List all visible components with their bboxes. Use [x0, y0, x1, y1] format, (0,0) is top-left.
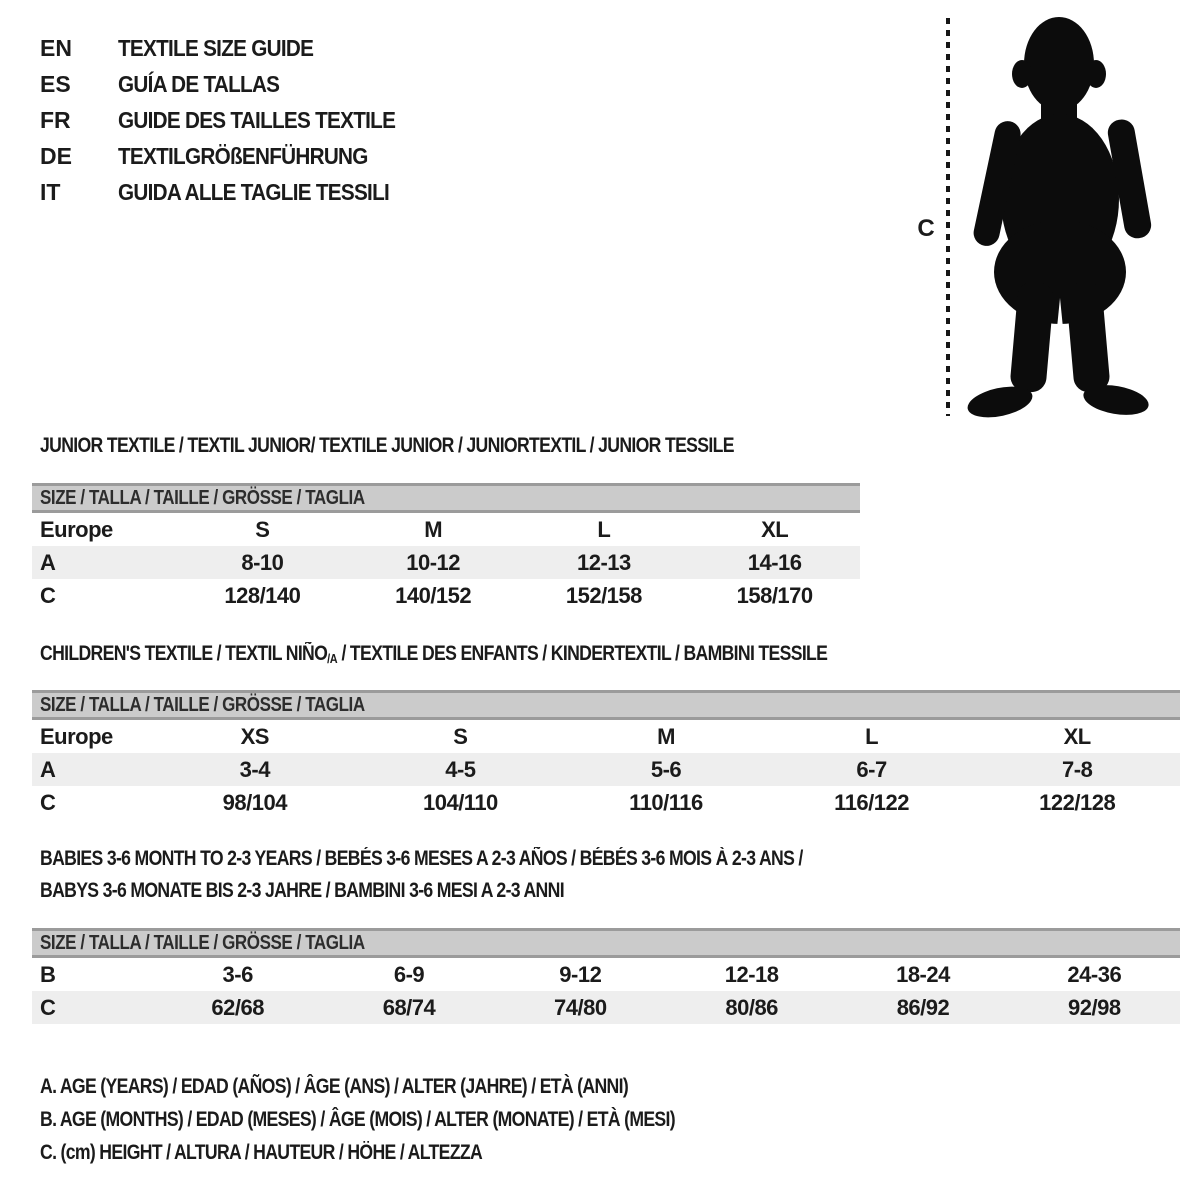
size-header-bar	[32, 928, 1180, 958]
language-code: DE	[40, 142, 72, 169]
age-cell: 8-10	[241, 549, 284, 575]
height-cell: 74/80	[554, 994, 607, 1020]
months-cell: 24-36	[1067, 961, 1122, 987]
legend-line-a: A. AGE (YEARS) / EDAD (AÑOS) / ÂGE (ANS) / ALTER (JAHRE) / ETÀ (ANNI)	[40, 1074, 629, 1098]
junior-section-title: JUNIOR TEXTILE / TEXTIL JUNIOR/ TEXTILE JUNIOR / JUNIORTEXTIL / JUNIOR TESSILE	[40, 434, 734, 457]
size-cell: M	[657, 723, 675, 749]
size-cell: M	[424, 516, 443, 542]
row-label: A	[40, 549, 56, 575]
table-row-height	[32, 991, 1180, 1024]
language-code: IT	[40, 178, 61, 205]
age-cell: 14-16	[747, 549, 802, 575]
age-cell: 6-7	[856, 756, 887, 782]
months-cell: 6-9	[393, 961, 425, 987]
row-label: Europe	[40, 723, 113, 749]
height-cell: 158/170	[736, 582, 813, 608]
measurement-legend	[40, 1070, 796, 1169]
size-header-bar	[32, 483, 860, 513]
height-cell: 122/128	[1039, 789, 1116, 815]
language-label: GUÍA DE TALLAS	[118, 70, 280, 97]
table-row-age	[32, 753, 1180, 786]
size-cell: L	[597, 516, 611, 542]
height-cell: 98/104	[222, 789, 287, 815]
age-cell: 12-13	[576, 549, 631, 575]
table-row-europe	[32, 720, 1180, 753]
row-label: C	[40, 994, 56, 1020]
size-cell: S	[255, 516, 270, 542]
size-header-label: SIZE / TALLA / TAILLE / GRÖSSE / TAGLIA	[40, 693, 365, 716]
age-cell: 10-12	[406, 549, 461, 575]
language-row-fr	[40, 102, 426, 138]
language-row-de	[40, 138, 426, 174]
height-cell: 92/98	[1068, 994, 1121, 1020]
children-section-title: CHILDREN'S TEXTILE / TEXTIL NIÑO/A / TEXTILE DES ENFANTS / KINDERTEXTIL / BAMBINI TESSILE	[40, 642, 828, 666]
height-cell: 80/86	[725, 994, 778, 1020]
size-cell: S	[453, 723, 468, 749]
height-cell: 116/122	[834, 789, 909, 815]
language-label: GUIDA ALLE TAGLIE TESSILI	[118, 178, 390, 205]
size-header-bar	[32, 690, 1180, 720]
months-cell: 3-6	[222, 961, 253, 987]
size-cell: XL	[1063, 723, 1091, 749]
age-cell: 3-4	[239, 756, 270, 782]
language-label: TEXTILE SIZE GUIDE	[118, 34, 314, 61]
babies-section-title: BABIES 3-6 MONTH TO 2-3 YEARS / BEBÉS 3-6 MESES A 2-3 AÑOS / BÉBÉS 3-6 MOIS À 2-3 ANS / BABYS 3-6 MONATE BIS 2-3 JAHRE / BAMBINI 3-6 MESI A 2-3 ANNI	[40, 847, 803, 902]
age-cell: 7-8	[1062, 756, 1093, 782]
height-cell: 104/110	[422, 789, 498, 815]
table-row-age	[32, 546, 860, 579]
height-cell: 152/158	[565, 582, 642, 608]
language-label: GUIDE DES TAILLES TEXTILE	[118, 106, 396, 133]
children-size-table	[32, 690, 1180, 819]
language-list	[40, 30, 426, 210]
language-code: FR	[40, 106, 71, 133]
height-cell: 110/116	[629, 789, 703, 815]
height-cell: 86/92	[896, 994, 950, 1020]
size-cell: L	[865, 723, 879, 749]
language-row-it	[40, 174, 426, 210]
table-row-height	[32, 786, 1180, 819]
height-label-c: C	[917, 215, 935, 242]
legend-line-b: B. AGE (MONTHS) / EDAD (MESES) / ÂGE (MOIS) / ALTER (MONATE) / ETÀ (MESI)	[40, 1107, 675, 1131]
language-code: ES	[40, 70, 71, 97]
size-header-label: SIZE / TALLA / TAILLE / GRÖSSE / TAGLIA	[40, 486, 365, 509]
age-cell: 4-5	[445, 756, 476, 782]
months-cell: 9-12	[559, 961, 602, 987]
row-label: Europe	[40, 516, 113, 542]
height-cell: 140/152	[395, 582, 472, 608]
height-cell: 68/74	[382, 994, 436, 1020]
junior-size-table	[32, 483, 860, 612]
row-label: C	[40, 789, 56, 815]
language-row-es	[40, 66, 426, 102]
table-row-height	[32, 579, 860, 612]
language-row-en	[40, 30, 426, 66]
row-label: A	[40, 756, 56, 782]
table-row-europe	[32, 513, 860, 546]
legend-line-c: C. (cm) HEIGHT / ALTURA / HAUTEUR / HÖHE / ALTEZZA	[40, 1140, 483, 1164]
size-cell: XS	[240, 723, 269, 749]
row-label: C	[40, 582, 56, 608]
baby-silhouette-icon	[956, 14, 1188, 418]
table-row-months	[32, 958, 1180, 991]
language-label: TEXTILGRÖßENFÜHRUNG	[118, 142, 368, 169]
nino-a-subscript: /A	[327, 651, 338, 666]
size-header-label: SIZE / TALLA / TAILLE / GRÖSSE / TAGLIA	[40, 931, 365, 954]
babies-size-table	[32, 928, 1180, 1024]
row-label: B	[40, 961, 56, 987]
height-cell: 128/140	[224, 582, 301, 608]
months-cell: 12-18	[724, 961, 779, 987]
height-dashed-line	[946, 18, 950, 416]
language-code: EN	[40, 34, 72, 61]
months-cell: 18-24	[896, 961, 950, 987]
age-cell: 5-6	[650, 756, 682, 782]
size-cell: XL	[761, 516, 789, 542]
height-cell: 62/68	[211, 994, 264, 1020]
